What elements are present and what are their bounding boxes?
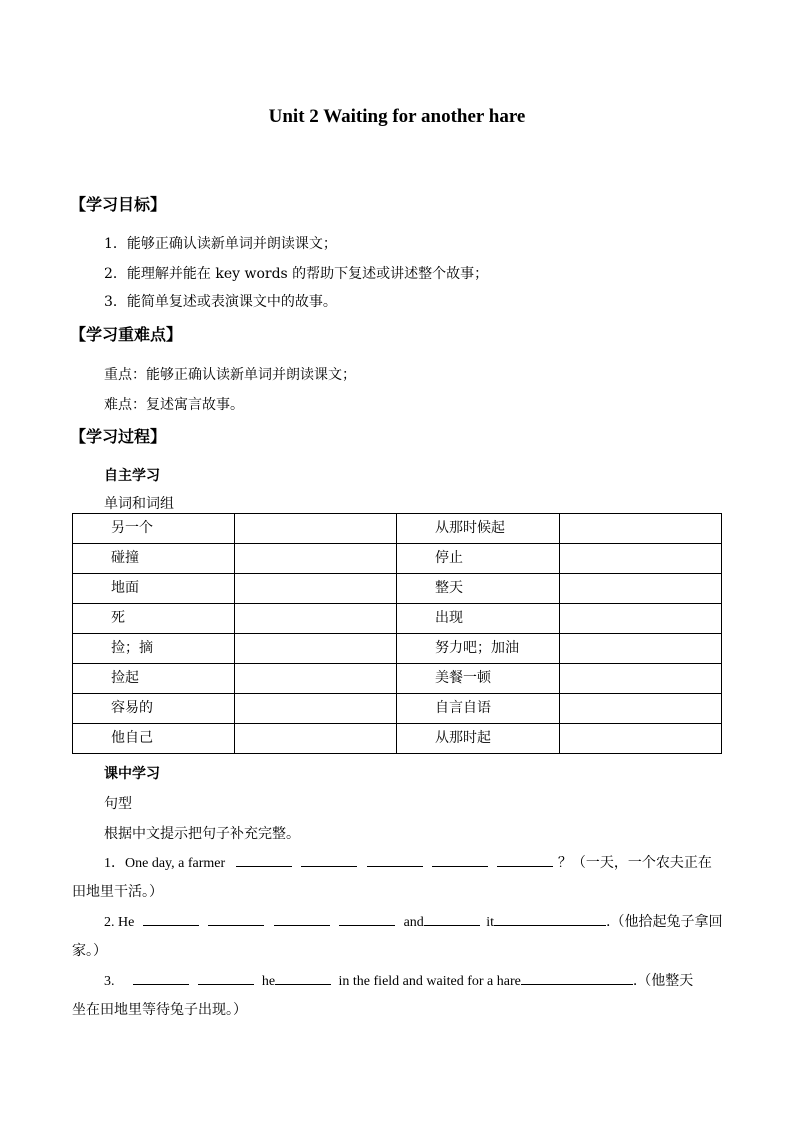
answer-blank[interactable] xyxy=(521,972,633,985)
vocab-answer-cell[interactable] xyxy=(560,574,722,604)
answer-blank[interactable] xyxy=(367,854,423,867)
sentence-3-middle: in the field and waited for a hare xyxy=(338,974,521,989)
sentence-2 xyxy=(104,911,723,931)
keypoint-difficulty: 难点：复述寓言故事。 xyxy=(104,397,244,413)
sentence-1-prefix: 1．One day, a farmer xyxy=(104,856,226,871)
vocab-cn-left: 死 xyxy=(73,604,235,634)
sentence-2-prefix: 2. He xyxy=(104,915,135,930)
vocab-answer-cell[interactable] xyxy=(560,514,722,544)
answer-blank[interactable] xyxy=(198,972,254,985)
keypoint-focus: 重点：能够正确认读新单词并朗读课文； xyxy=(104,367,356,383)
vocab-cn-right: 出现 xyxy=(397,604,560,634)
objective-item-1: 1．能够正确认读新单词并朗读课文； xyxy=(104,236,337,252)
vocab-answer-cell[interactable] xyxy=(235,694,397,724)
answer-blank[interactable] xyxy=(208,913,264,926)
objectives-heading: 【学习目标】 xyxy=(70,195,167,214)
sentence-2-end: .（他拾起兔子拿回 xyxy=(606,914,723,930)
table-row xyxy=(73,604,722,634)
in-class-label: 课中学习 xyxy=(104,766,160,782)
vocab-answer-cell[interactable] xyxy=(560,634,722,664)
vocab-cn-left: 捡起 xyxy=(73,664,235,694)
vocab-answer-cell[interactable] xyxy=(560,604,722,634)
keypoints-heading: 【学习重难点】 xyxy=(70,325,183,344)
vocab-label: 单词和词组 xyxy=(104,496,174,512)
sentence-label: 句型 xyxy=(104,796,132,812)
sentence-3-continuation: 坐在田地里等待兔子出现。） xyxy=(72,1002,247,1018)
vocab-cn-right: 从那时候起 xyxy=(397,514,560,544)
table-row xyxy=(73,544,722,574)
objective-item-2: 2．能理解并能在 key words 的帮助下复述或讲述整个故事； xyxy=(104,266,489,282)
vocab-answer-cell[interactable] xyxy=(235,634,397,664)
vocab-answer-cell[interactable] xyxy=(235,664,397,694)
process-heading: 【学习过程】 xyxy=(70,427,167,446)
vocab-cn-right: 停止 xyxy=(397,544,560,574)
vocab-answer-cell[interactable] xyxy=(560,544,722,574)
table-row xyxy=(73,694,722,724)
answer-blank[interactable] xyxy=(274,913,330,926)
sentence-2-it: it xyxy=(486,915,495,930)
answer-blank[interactable] xyxy=(275,972,331,985)
vocab-cn-right: 自言自语 xyxy=(397,694,560,724)
vocab-cn-left: 碰撞 xyxy=(73,544,235,574)
sentence-3-end: .（他整天 xyxy=(632,973,694,989)
objective-item-3: 3．能简单复述或表演课文中的故事。 xyxy=(104,294,337,310)
sentence-1 xyxy=(104,852,712,872)
vocab-cn-left: 他自己 xyxy=(73,724,235,754)
table-row xyxy=(73,724,722,754)
vocab-answer-cell[interactable] xyxy=(235,514,397,544)
vocab-answer-cell[interactable] xyxy=(560,724,722,754)
answer-blank[interactable] xyxy=(497,854,553,867)
sentence-1-end: ？（一天，一个农夫正在 xyxy=(557,855,712,871)
vocab-answer-cell[interactable] xyxy=(235,544,397,574)
answer-blank[interactable] xyxy=(494,913,606,926)
sentence-1-continuation: 田地里干活。） xyxy=(72,884,163,900)
vocab-cn-left: 另一个 xyxy=(73,514,235,544)
answer-blank[interactable] xyxy=(301,854,357,867)
vocab-answer-cell[interactable] xyxy=(235,574,397,604)
sentence-2-and: and xyxy=(403,915,424,930)
vocab-cn-right: 努力吧；加油 xyxy=(397,634,560,664)
vocab-answer-cell[interactable] xyxy=(235,724,397,754)
vocab-table xyxy=(72,513,722,754)
vocab-cn-left: 地面 xyxy=(73,574,235,604)
sentence-3-prefix: 3. xyxy=(104,974,115,989)
sentence-3-he: he xyxy=(261,974,276,989)
answer-blank[interactable] xyxy=(143,913,199,926)
table-row xyxy=(73,574,722,604)
vocab-answer-cell[interactable] xyxy=(235,604,397,634)
vocab-cn-left: 捡；摘 xyxy=(73,634,235,664)
answer-blank[interactable] xyxy=(424,913,480,926)
answer-blank[interactable] xyxy=(236,854,292,867)
table-row xyxy=(73,634,722,664)
page-title: Unit 2 Waiting for another hare xyxy=(268,106,526,127)
instruction-text: 根据中文提示把句子补充完整。 xyxy=(104,826,300,842)
vocab-answer-cell[interactable] xyxy=(560,664,722,694)
self-study-label: 自主学习 xyxy=(104,468,160,484)
table-row xyxy=(73,664,722,694)
sentence-3 xyxy=(104,970,693,990)
answer-blank[interactable] xyxy=(432,854,488,867)
vocab-cn-right: 整天 xyxy=(397,574,560,604)
answer-blank[interactable] xyxy=(133,972,189,985)
vocab-answer-cell[interactable] xyxy=(560,694,722,724)
table-row xyxy=(73,514,722,544)
vocab-cn-right: 美餐一顿 xyxy=(397,664,560,694)
vocab-cn-right: 从那时起 xyxy=(397,724,560,754)
answer-blank[interactable] xyxy=(339,913,395,926)
sentence-2-continuation: 家。） xyxy=(72,943,107,959)
vocab-cn-left: 容易的 xyxy=(73,694,235,724)
